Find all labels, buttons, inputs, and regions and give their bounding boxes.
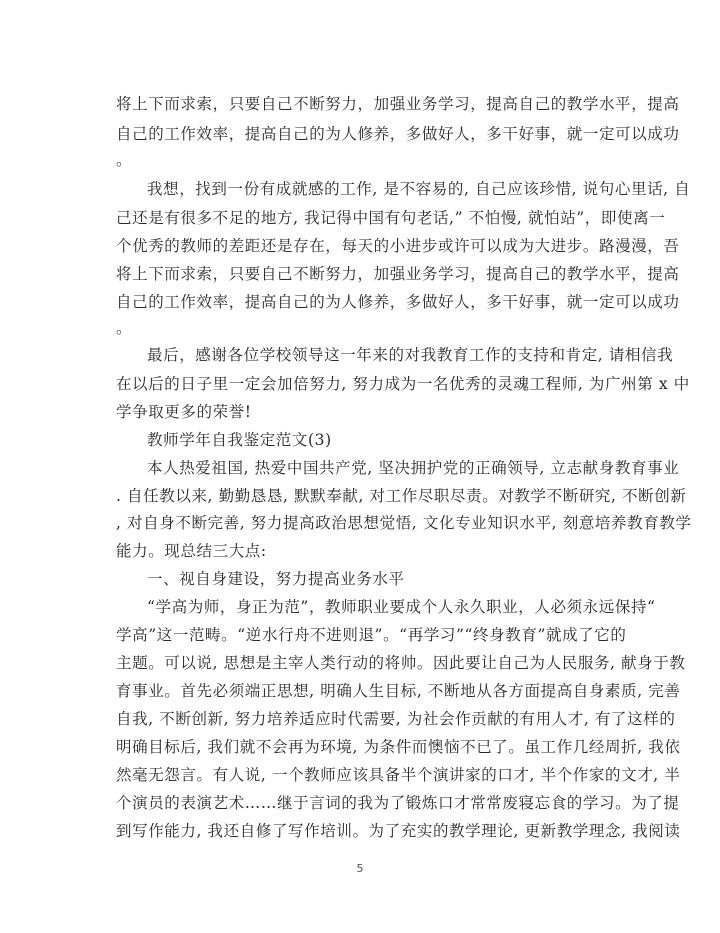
text-line: 。 bbox=[116, 319, 133, 337]
text-line: 主题。可以说, 思想是主宰人类行动的将帅。因此要让自己为人民服务, 献身于教 bbox=[116, 654, 686, 672]
section-heading: 教师学年自我鉴定范文(3) bbox=[147, 431, 332, 449]
text-line: 己还是有很多不足的地方, 我记得中国有句老话,” 不怕慢, 就怕站”，即使离一 bbox=[116, 209, 666, 227]
text-line: 能力。现总结三大点: bbox=[116, 542, 267, 560]
text-line: 学高”这一范畴。“逆水行舟不进则退”。“再学习”“终身教育”就成了它的 bbox=[116, 626, 627, 644]
page-number: 5 bbox=[356, 862, 364, 875]
text-line: 我想，找到一份有成就感的工作, 是不容易的, 自己应该珍惜, 说句心里话, 自 bbox=[147, 180, 691, 198]
text-line: 将上下而求索，只要自己不断努力，加强业务学习，提高自己的教学水平，提高 bbox=[116, 265, 680, 283]
text-line: 自己的工作效率，提高自己的为人修养，多做好人，多干好事，就一定可以成功 bbox=[116, 293, 680, 311]
text-line: 学争取更多的荣誉! bbox=[116, 403, 252, 421]
text-line: “学高为师，身正为范”，教师职业要成个人永久职业，人必须永远保持“ bbox=[147, 598, 656, 616]
text-line: 自己的工作效率，提高自己的为人修养，多做好人，多干好事，就一定可以成功 bbox=[116, 125, 680, 143]
text-line: 。 bbox=[116, 151, 133, 169]
text-line: 育事业。首先必须端正思想, 明确人生目标, 不断地从各方面提高自身素质, 完善 bbox=[116, 682, 681, 700]
text-line: 个优秀的教师的差距还是存在，每天的小进步或许可以成为大进步。路漫漫，吾 bbox=[116, 237, 680, 255]
subsection-heading: 一、视自身建设，努力提高业务水平 bbox=[147, 570, 405, 588]
text-line: 然毫无怨言。有人说, 一个教师应该具备半个演讲家的口才, 半个作家的文才, 半 bbox=[116, 766, 681, 784]
text-line: 在以后的日子里一定会加倍努力, 努力成为一名优秀的灵魂工程师, 为广州第 x 中 bbox=[116, 375, 690, 393]
text-line: , 对自身不断完善, 努力提高政治思想觉悟, 文化专业知识水平, 刻意培养教育教学 bbox=[116, 514, 692, 532]
text-line: 将上下而求索，只要自己不断努力，加强业务学习，提高自己的教学水平，提高 bbox=[116, 95, 680, 113]
text-line: 个演员的表演艺术……继于言词的我为了锻炼口才常常废寝忘食的学习。为了提 bbox=[116, 794, 680, 812]
text-line: 本人热爱祖国, 热爱中国共产党, 坚决拥护党的正确领导, 立志献身教育事业 bbox=[147, 459, 680, 477]
text-line: 自我, 不断创新, 努力培养适应时代需要, 为社会作贡献的有用人才, 有了这样的 bbox=[116, 710, 676, 728]
text-line: . 自任教以来, 勤勤恳恳, 默默奉献, 对工作尽职尽责。对教学不断研究, 不断创新 bbox=[116, 487, 687, 505]
text-line: 最后，感谢各位学校领导这一年来的对我教育工作的支持和肯定, 请相信我 bbox=[147, 346, 674, 364]
text-line: 明确目标后, 我们就不会再为环境, 为条件而懊恼不已了。虽工作几经周折, 我依 bbox=[116, 738, 681, 756]
text-line: 到写作能力, 我还自修了写作培训。为了充实的教学理论, 更新教学理念, 我阅读 bbox=[116, 822, 681, 840]
